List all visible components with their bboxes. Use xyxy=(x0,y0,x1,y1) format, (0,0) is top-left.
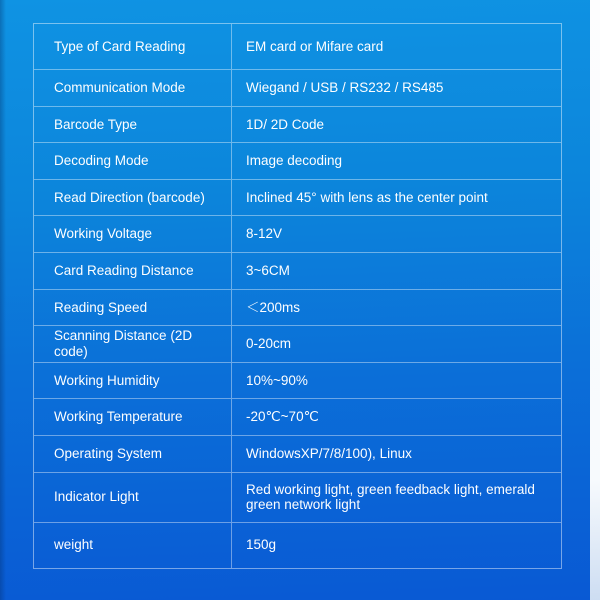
spec-label: Working Voltage xyxy=(34,216,232,252)
spec-row-barcode-type xyxy=(34,106,561,143)
spec-value: Inclined 45° with lens as the center point xyxy=(246,189,488,205)
spec-value: 1D/ 2D Code xyxy=(246,116,325,132)
spec-row-working-temperature xyxy=(34,398,561,435)
spec-value: 0-20cm xyxy=(246,336,292,352)
spec-row-weight xyxy=(34,522,561,568)
spec-value: WindowsXP/7/8/100), Linux xyxy=(246,445,412,461)
spec-label: Read Direction (barcode) xyxy=(34,180,232,216)
spec-label: Decoding Mode xyxy=(34,143,232,179)
spec-value: Wiegand / USB / RS232 / RS485 xyxy=(246,80,444,96)
spec-row-card-reading-type xyxy=(34,24,561,69)
spec-value: EM card or Mifare card xyxy=(246,38,384,54)
right-white-margin xyxy=(590,0,600,600)
spec-value: -20℃~70℃ xyxy=(246,409,319,425)
spec-row-read-direction xyxy=(34,179,561,216)
spec-label: Card Reading Distance xyxy=(34,253,232,289)
spec-label: Type of Card Reading xyxy=(34,24,232,69)
spec-label: Operating System xyxy=(34,436,232,472)
specifications-table xyxy=(33,23,562,569)
spec-label: Working Temperature xyxy=(34,399,232,435)
spec-value: Image decoding xyxy=(246,153,343,169)
spec-row-card-reading-distance xyxy=(34,252,561,289)
spec-row-communication-mode xyxy=(34,69,561,106)
spec-row-decoding-mode xyxy=(34,142,561,179)
spec-row-operating-system xyxy=(34,435,561,472)
spec-label: Communication Mode xyxy=(34,70,232,106)
left-edge-shade xyxy=(0,0,6,600)
spec-label: Scanning Distance (2D code) xyxy=(34,326,232,362)
spec-row-indicator-light xyxy=(34,472,561,522)
spec-row-scanning-distance xyxy=(34,325,561,362)
spec-label: weight xyxy=(34,523,232,568)
spec-value: 10%~90% xyxy=(246,372,308,388)
spec-value: ＜200ms xyxy=(246,299,301,315)
spec-row-reading-speed xyxy=(34,289,561,326)
spec-label: Working Humidity xyxy=(34,363,232,399)
spec-value: 150g xyxy=(246,537,277,553)
spec-label: Barcode Type xyxy=(34,107,232,143)
spec-value: 3~6CM xyxy=(246,263,290,279)
spec-row-working-humidity xyxy=(34,362,561,399)
spec-label: Reading Speed xyxy=(34,290,232,326)
spec-row-working-voltage xyxy=(34,215,561,252)
spec-value: Red working light, green feedback light, emerald green network light xyxy=(246,481,535,513)
spec-label: Indicator Light xyxy=(34,473,232,522)
spec-value: 8-12V xyxy=(246,226,283,242)
